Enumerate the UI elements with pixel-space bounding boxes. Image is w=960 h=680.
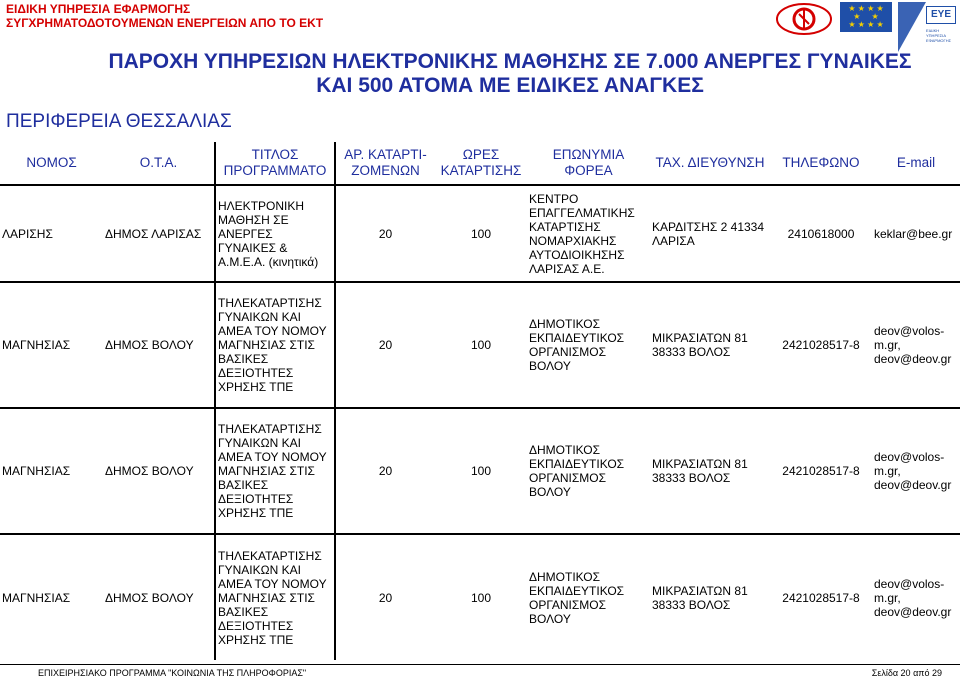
table-row [0,408,960,534]
col-header-tilefono: ΤΗΛΕΦΩΝΟ [782,155,860,170]
cell-programma: ΗΛΕΚΤΡΟΝΙΚΗ ΜΑΘΗΣΗ ΣΕ ΑΝΕΡΓΕΣ ΓΥΝΑΙΚΕΣ & Α.Μ.Ε.Α. (κινητικά) [215,185,335,282]
footer-program-name: ΕΠΙΧΕΙΡΗΣΙΑΚΟ ΠΡΟΓΡΑΜΜΑ "ΚΟΙΝΩΝΙΑ ΤΗΣ ΠΛΗΡΟΦΟΡΙΑΣ" [38,668,307,678]
header-line-1: ΕΙΔΙΚΗ ΥΠΗΡΕΣΙΑ ΕΦΑΡΜΟΓΗΣ [6,2,191,16]
footer-page-number: Σελίδα 20 από 29 [871,668,942,678]
eu-flag-icon: ★ ★ ★ ★ ★ ★ ★ ★ ★ ★ [840,2,892,32]
col-header-ar: ΑΡ. ΚΑΤΑΡΤΙ- ΖΟΜΕΝΩΝ [344,147,427,178]
cell-tilefono: 2421028517-8 [782,590,860,605]
cell-ar: 20 [378,226,393,241]
cell-dieuthynsi: ΚΑΡΔΙΤΣΗΣ 2 41334 ΛΑΡΙΣΑ [652,219,765,248]
table-row [0,282,960,408]
title-line-1: ΠΑΡΟΧΗ ΥΠΗΡΕΣΙΩΝ ΗΛΕΚΤΡΟΝΙΚΗΣ ΜΑΘΗΣΗΣ ΣΕ 7.000 ΑΝΕΡΓΕΣ ΓΥΝΑΙΚΕΣ [108,50,912,73]
cell-email[interactable]: deov@volos-m.gr, deov@deov.gr [874,450,952,492]
document-header [6,2,323,30]
cell-ota: ΔΗΜΟΣ ΛΑΡΙΣΑΣ [105,226,202,241]
cell-ores: 100 [470,590,492,605]
cell-ores: 100 [470,226,492,241]
cell-ar: 20 [378,338,393,352]
cell-foreas: ΔΗΜΟΤΙΚΟΣ ΕΚΠΑΙΔΕΥΤΙΚΟΣ ΟΡΓΑΝΙΣΜΟΣ ΒΟΛΟΥ [529,569,625,626]
cell-dieuthynsi: ΜΙΚΡΑΣΙΑΤΩΝ 81 38333 ΒΟΛΟΣ [652,331,748,359]
cell-foreas: ΚΕΝΤΡΟ ΕΠΑΓΓΕΛΜΑΤΙΚΗΣ ΚΑΤΑΡΤΙΣΗΣ ΝΟΜΑΡΧΙΑΚΗΣ ΑΥΤΟΔΙΟΙΚΗΣΗΣ ΛΑΡΙΣΑΣ Α.Ε. [529,191,635,276]
col-header-programma: ΤΙΤΛΟΣ ΠΡΟΓΡΑΜΜΑΤΟ [215,142,335,185]
region-heading: ΠΕΡΙΦΕΡΕΙΑ ΘΕΣΣΑΛΙΑΣ [6,111,232,132]
cell-nomos: ΜΑΓΝΗΣΙΑΣ [2,590,71,605]
cell-email[interactable]: deov@volos-m.gr, deov@deov.gr [874,576,952,619]
cell-tilefono: 2421028517-8 [782,464,860,478]
cell-ores: 100 [470,464,492,478]
col-header-ota: Ο.Τ.Α. [139,155,178,170]
col-header-ores: ΩΡΕΣ ΚΑΤΑΡΤΙΣΗΣ [440,147,522,178]
cell-foreas: ΔΗΜΟΤΙΚΟΣ ΕΚΠΑΙΔΕΥΤΙΚΟΣ ΟΡΓΑΝΙΣΜΟΣ ΒΟΛΟΥ [529,443,625,499]
table-row [0,185,960,282]
cell-ota: ΔΗΜΟΣ ΒΟΛΟΥ [105,464,194,478]
cell-nomos: ΜΑΓΝΗΣΙΑΣ [2,464,71,478]
cell-email[interactable]: keklar@bee.gr [874,226,953,241]
col-header-nomos: ΝΟΜΟΣ [26,155,77,170]
title-line-2: ΚΑΙ 500 ΑΤΟΜΑ ΜΕ ΕΙΔΙΚΕΣ ΑΝΑΓΚΕΣ [316,74,704,97]
col-header-email: E-mail [896,155,936,170]
document-title [0,50,960,98]
ekt-logo-text: ΕΥΕ [926,6,956,24]
cell-tilefono: 2421028517-8 [782,338,860,352]
header-line-2: ΣΥΓΧΡΗΜΑΤΟΔΟΤΟΥΜΕΝΩΝ ΕΝΕΡΓΕΙΩΝ ΑΠΟ ΤΟ ΕΚΤ [6,16,324,30]
cell-dieuthynsi: ΜΙΚΡΑΣΙΑΤΩΝ 81 38333 ΒΟΛΟΣ [652,457,748,485]
cell-ores: 100 [470,338,492,352]
cell-foreas: ΔΗΜΟΤΙΚΟΣ ΕΚΠΑΙΔΕΥΤΙΚΟΣ ΟΡΓΑΝΙΣΜΟΣ ΒΟΛΟΥ [529,317,625,373]
cell-programma: ΤΗΛΕΚΑΤΑΡΤΙΣΗΣ ΓΥΝΑΙΚΩΝ ΚΑΙ ΑΜΕΑ ΤΟΥ ΝΟΜΟΥ ΜΑΓΝΗΣΙΑΣ ΣΤΙΣ ΒΑΣΙΚΕΣ ΔΕΞΙΟΤΗΤΕΣ ΧΡΗΣΗΣ ΤΠΕ [215,534,335,660]
ekt-logo-small-text: ΕΙΔΙΚΗ ΥΠΗΡΕΣΙΑ ΕΦΑΡΜΟΓΗΣ [926,28,952,43]
information-society-logo [774,2,834,36]
col-header-foreas: ΕΠΩΝΥΜΙΑ ΦΟΡΕΑ [552,147,625,178]
ekt-logo [898,2,956,52]
page-footer [0,664,960,678]
col-header-dieuthynsi: ΤΑΧ. ΔΙΕΥΘΥΝΣΗ [655,155,765,170]
cell-nomos: ΛΑΡΙΣΗΣ [2,226,53,241]
cell-ota: ΔΗΜΟΣ ΒΟΛΟΥ [105,590,194,605]
cell-ar: 20 [378,590,393,605]
programs-table [0,142,960,660]
table-header-row [0,142,960,185]
cell-dieuthynsi: ΜΙΚΡΑΣΙΑΤΩΝ 81 38333 ΒΟΛΟΣ [652,583,748,612]
cell-programma: ΤΗΛΕΚΑΤΑΡΤΙΣΗΣ ΓΥΝΑΙΚΩΝ ΚΑΙ ΑΜΕΑ ΤΟΥ ΝΟΜΟΥ ΜΑΓΝΗΣΙΑΣ ΣΤΙΣ ΒΑΣΙΚΕΣ ΔΕΞΙΟΤΗΤΕΣ ΧΡΗΣΗΣ ΤΠΕ [215,408,335,534]
cell-ota: ΔΗΜΟΣ ΒΟΛΟΥ [105,338,194,352]
cell-programma: ΤΗΛΕΚΑΤΑΡΤΙΣΗΣ ΓΥΝΑΙΚΩΝ ΚΑΙ ΑΜΕΑ ΤΟΥ ΝΟΜΟΥ ΜΑΓΝΗΣΙΑΣ ΣΤΙΣ ΒΑΣΙΚΕΣ ΔΕΞΙΟΤΗΤΕΣ ΧΡΗΣΗΣ ΤΠΕ [215,282,335,408]
cell-tilefono: 2410618000 [787,226,855,241]
cell-email[interactable]: deov@volos-m.gr, deov@deov.gr [874,324,952,366]
logo-group [774,2,956,52]
cell-ar: 20 [378,464,393,478]
cell-nomos: ΜΑΓΝΗΣΙΑΣ [2,338,71,352]
table-row [0,534,960,660]
